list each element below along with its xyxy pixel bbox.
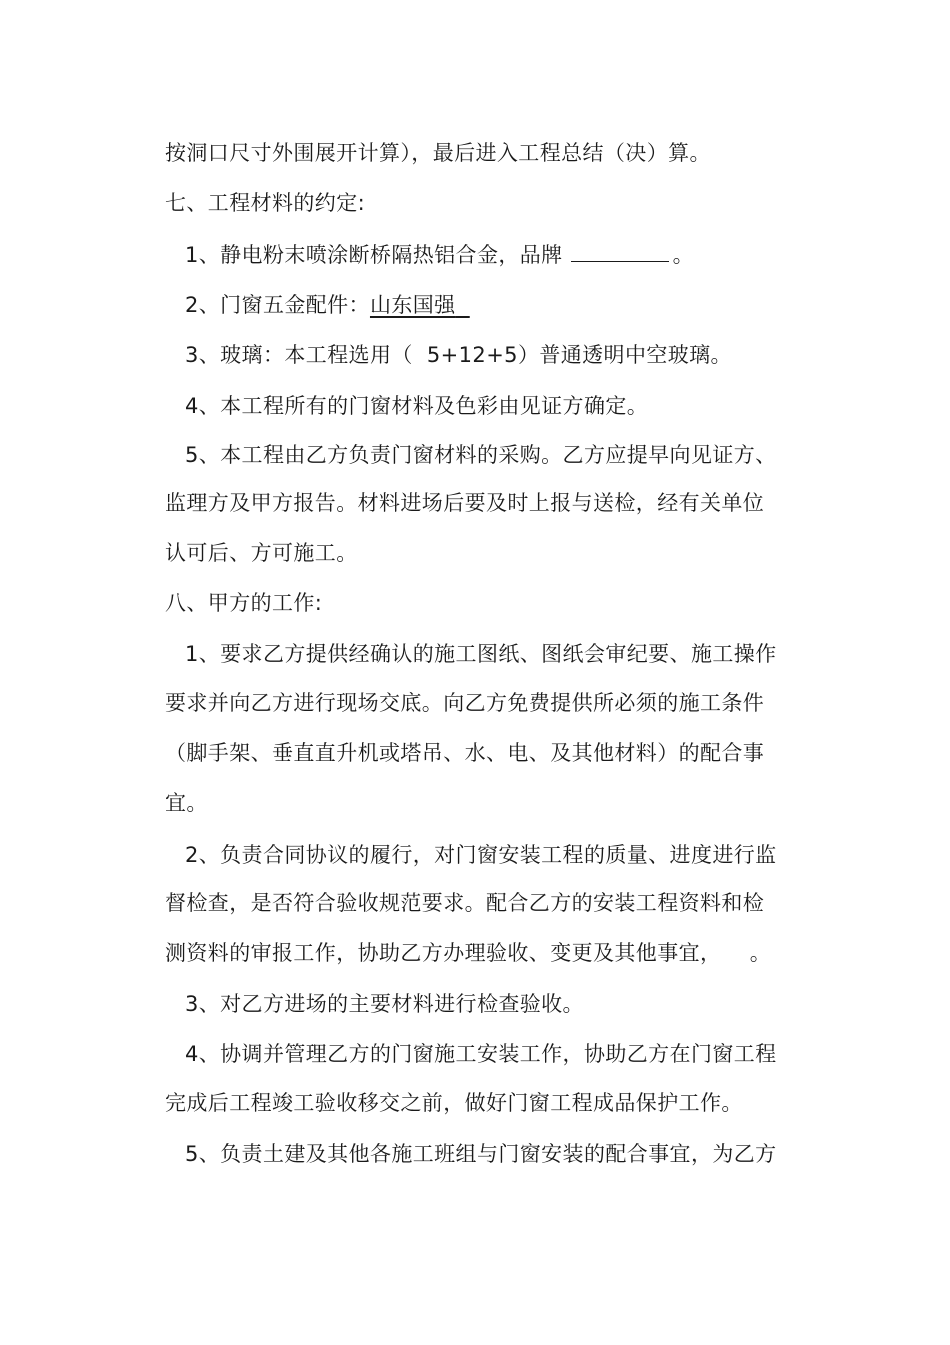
text-line: 认可后、方可施工。 bbox=[165, 541, 358, 565]
text-line: 督检查，是否符合验收规范要求。配合乙方的安装工程资料和检 bbox=[165, 891, 765, 915]
text-line: 5、本工程由乙方负责门窗材料的采购。乙方应提早向见证方、 bbox=[185, 443, 777, 467]
text-span: 2、门窗五金配件： bbox=[185, 293, 370, 317]
text-line: 测资料的审报工作，协助乙方办理验收、变更及其他事宜， 。 bbox=[165, 941, 772, 965]
text-line: 4、协调并管理乙方的门窗施工安装工作，协助乙方在门窗工程 bbox=[185, 1042, 777, 1066]
text-span: 1、静电粉末喷涂断桥隔热铝合金，品牌 bbox=[185, 243, 563, 267]
text-line: 3、玻璃：本工程选用（ 5+12+5）普通透明中空玻璃。 bbox=[185, 343, 732, 367]
text-line: 宜。 bbox=[165, 791, 208, 815]
text-line: 完成后工程竣工验收移交之前，做好门窗工程成品保护工作。 bbox=[165, 1091, 743, 1115]
text-line bbox=[185, 290, 470, 320]
text-line: 4、本工程所有的门窗材料及色彩由见证方确定。 bbox=[185, 394, 649, 418]
underline-padding bbox=[456, 293, 470, 317]
hardware-brand-value: 山东国强 bbox=[369, 293, 456, 317]
section-heading-materials: 七、工程材料的约定: bbox=[165, 191, 366, 215]
text-line: 监理方及甲方报告。材料进场后要及时上报与送检，经有关单位 bbox=[165, 491, 765, 515]
text-span: 。 bbox=[672, 243, 694, 267]
text-line: （脚手架、垂直直升机或塔吊、水、电、及其他材料）的配合事 bbox=[165, 741, 765, 765]
text-line: 要求并向乙方进行现场交底。向乙方免费提供所必须的施工条件 bbox=[165, 691, 765, 715]
section-heading-party-a: 八、甲方的工作: bbox=[165, 591, 323, 615]
brand-blank-field bbox=[571, 243, 669, 262]
text-line: 5、负责土建及其他各施工班组与门窗安装的配合事宜，为乙方 bbox=[185, 1142, 777, 1166]
text-line: 2、负责合同协议的履行，对门窗安装工程的质量、进度进行监 bbox=[185, 843, 777, 867]
text-line bbox=[185, 240, 694, 270]
text-line: 3、对乙方进场的主要材料进行检查验收。 bbox=[185, 992, 584, 1016]
text-line: 1、要求乙方提供经确认的施工图纸、图纸会审纪要、施工操作 bbox=[185, 642, 777, 666]
text-line: 按洞口尺寸外围展开计算），最后进入工程总结（决）算。 bbox=[165, 141, 711, 165]
